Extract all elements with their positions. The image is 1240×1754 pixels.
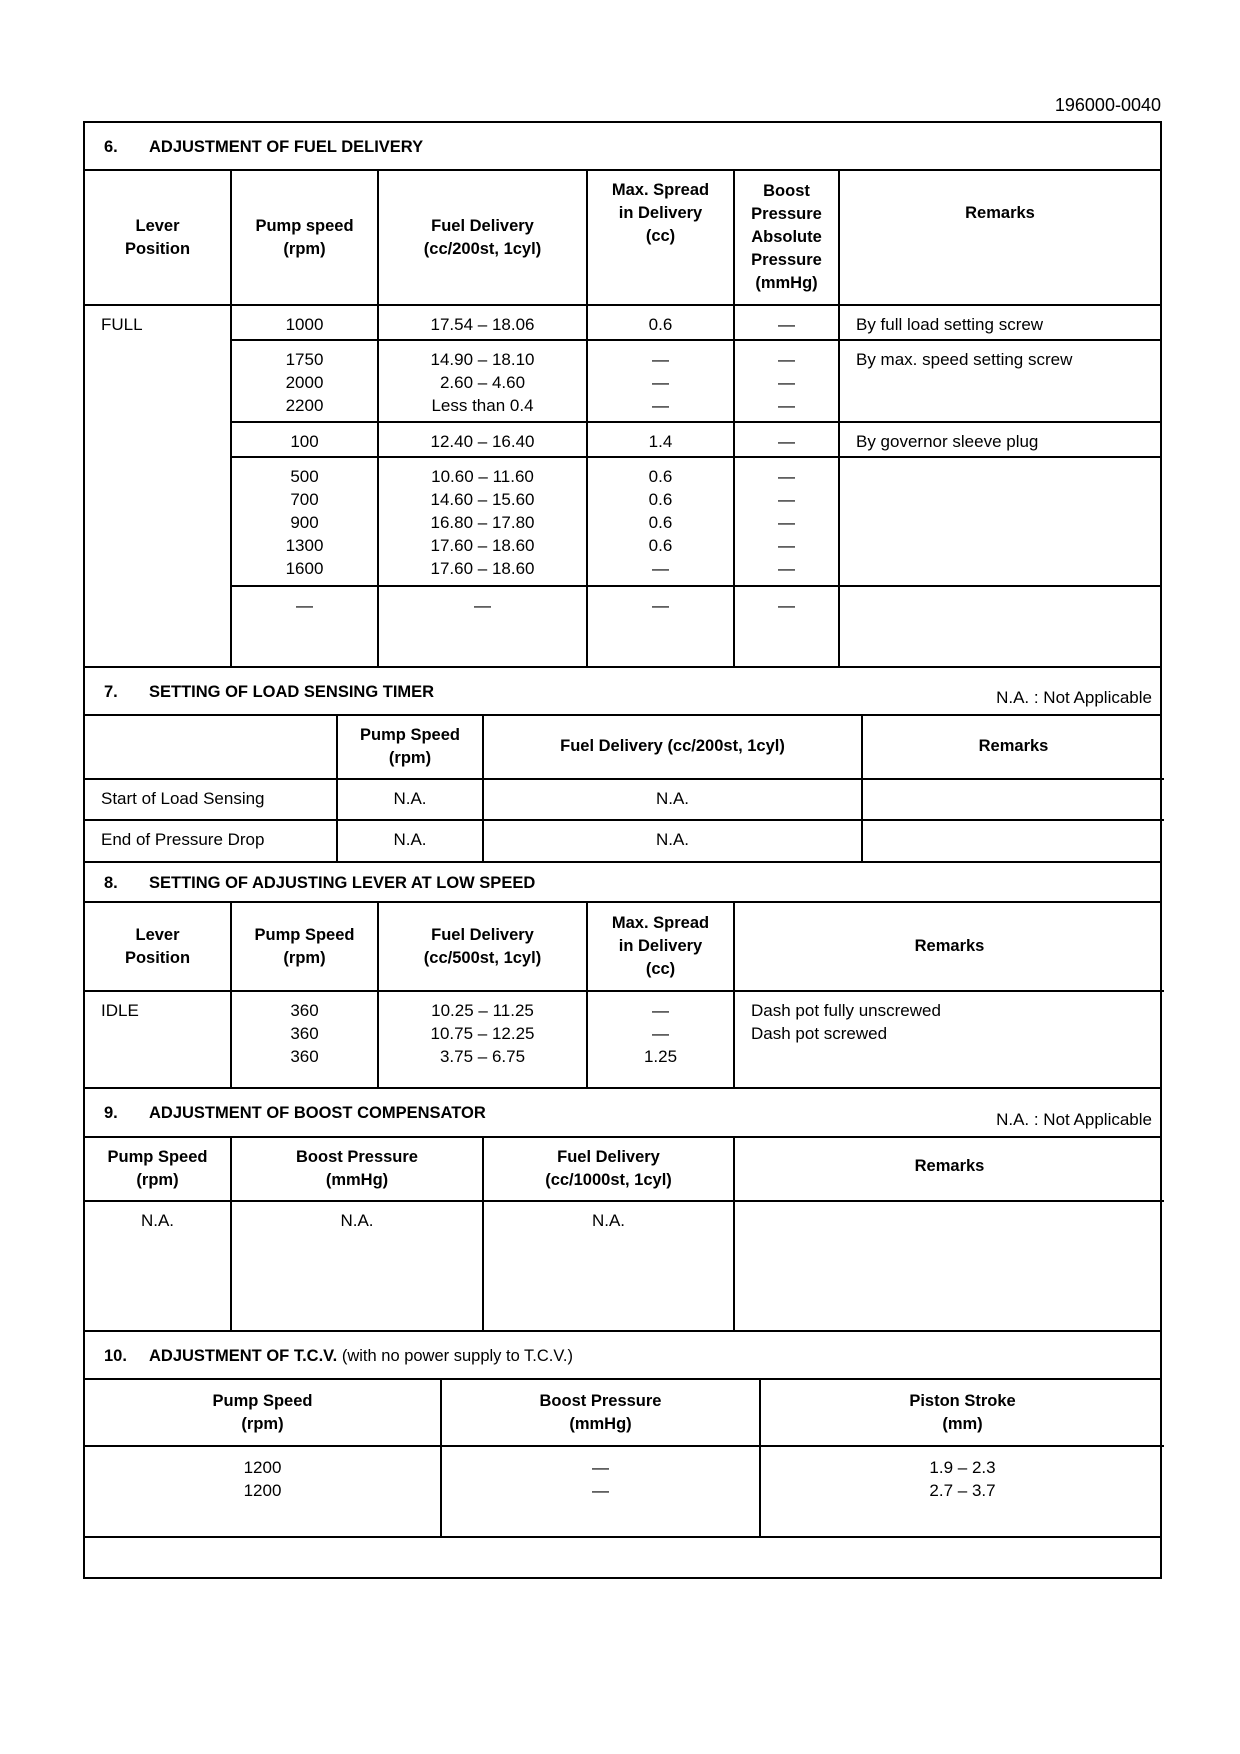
remarks-cell: By max. speed setting screw	[839, 340, 1160, 422]
remarks-cell: By full load setting screw	[839, 305, 1160, 340]
col-header-boost-pressure: Boost Pressure (mmHg)	[441, 1380, 760, 1446]
section-title-text: ADJUSTMENT OF T.C.V.	[149, 1347, 338, 1365]
table-header-row	[85, 1138, 1164, 1201]
pump-speed-cell: —	[231, 586, 378, 666]
fuel-delivery-table	[85, 171, 1160, 666]
table-row	[85, 1201, 1164, 1330]
col-header-remarks: Remarks	[862, 716, 1164, 779]
section-number: 8.	[104, 874, 118, 892]
fuel-delivery-cell: 14.90 – 18.10 2.60 – 4.60 Less than 0.4	[378, 340, 587, 422]
col-header-pump-speed: Pump Speed (rpm)	[107, 1148, 208, 1189]
section-note: (with no power supply to T.C.V.)	[341, 1347, 573, 1365]
row-label: Start of Load Sensing	[101, 789, 265, 808]
table-header-row	[85, 171, 1160, 305]
pump-speed-cell: N.A.	[337, 779, 483, 820]
not-applicable-note: N.A. : Not Applicable	[996, 688, 1152, 707]
section-title: SETTING OF ADJUSTING LEVER AT LOW SPEED	[149, 874, 536, 892]
pump-speed-cell: N.A.	[337, 820, 483, 861]
table-row	[85, 820, 1164, 861]
boost-pressure-cell: — —	[441, 1446, 760, 1536]
table-row	[85, 422, 1160, 457]
pump-speed-cell: 1750 2000 2200	[231, 340, 378, 422]
section-6-header	[85, 123, 1160, 171]
max-spread-cell: —	[587, 586, 734, 666]
max-spread-cell: — — 1.25	[587, 991, 734, 1087]
section-title: SETTING OF LOAD SENSING TIMER	[149, 683, 435, 701]
lever-position-cell: IDLE	[101, 1001, 139, 1020]
col-header-lever-position: Lever Position	[124, 925, 191, 967]
col-header-fuel-delivery: Fuel Delivery (cc/500st, 1cyl)	[378, 903, 587, 991]
lever-position-cell: FULL	[101, 315, 143, 334]
load-sensing-timer-table	[85, 716, 1164, 861]
fuel-delivery-cell: N.A.	[483, 820, 862, 861]
specification-sheet	[83, 121, 1162, 1579]
section-8-header	[85, 861, 1160, 903]
table-header-row	[85, 903, 1164, 991]
col-header-max-spread: Max. Spread in Delivery (cc)	[587, 903, 734, 991]
section-title: ADJUSTMENT OF FUEL DELIVERY	[149, 138, 424, 156]
remarks-cell	[839, 586, 1160, 666]
section-number: 9.	[104, 1104, 118, 1122]
remarks-cell	[839, 457, 1160, 586]
fuel-delivery-cell: —	[378, 586, 587, 666]
section-number: 10.	[104, 1347, 127, 1365]
section-number: 6.	[104, 138, 118, 156]
table-row	[85, 1446, 1164, 1536]
pump-speed-cell: 100	[231, 422, 378, 457]
max-spread-cell: 0.6	[587, 305, 734, 340]
fuel-delivery-cell: N.A.	[483, 1201, 734, 1330]
piston-stroke-cell: 1.9 – 2.3 2.7 – 3.7	[760, 1446, 1164, 1536]
col-header-fuel-delivery: Fuel Delivery (cc/200st, 1cyl)	[483, 716, 862, 779]
fuel-delivery-cell: 10.60 – 11.60 14.60 – 15.60 16.80 – 17.80 17.60 – 18.60 17.60 – 18.60	[378, 457, 587, 586]
fuel-delivery-cell: 12.40 – 16.40	[378, 422, 587, 457]
section-7-header	[85, 666, 1160, 716]
remarks-cell	[862, 820, 1164, 861]
not-applicable-note: N.A. : Not Applicable	[996, 1110, 1152, 1129]
col-header-pump-speed: Pump speed (rpm)	[231, 171, 378, 305]
section-title	[149, 1347, 573, 1366]
max-spread-cell: — — —	[587, 340, 734, 422]
boost-pressure-cell: —	[734, 586, 839, 666]
col-header-pump-speed: Pump Speed (rpm)	[231, 903, 378, 991]
table-row	[85, 340, 1160, 422]
max-spread-cell: 0.6 0.6 0.6 0.6 —	[587, 457, 734, 586]
table-row	[85, 586, 1160, 666]
col-header-fuel-delivery: Fuel Delivery (cc/1000st, 1cyl)	[483, 1138, 734, 1201]
remarks-cell: By governor sleeve plug	[839, 422, 1160, 457]
table-row	[85, 991, 1164, 1087]
col-header-pump-speed: Pump Speed (rpm)	[337, 716, 483, 779]
col-header-blank	[85, 716, 337, 779]
max-spread-cell: 1.4	[587, 422, 734, 457]
boost-pressure-cell: —	[734, 305, 839, 340]
remarks-cell	[734, 1201, 1164, 1330]
col-header-remarks: Remarks	[734, 903, 1164, 991]
col-header-lever-position: Lever Position	[124, 216, 191, 258]
boost-compensator-table	[85, 1138, 1164, 1330]
fuel-delivery-cell: 10.25 – 11.25 10.75 – 12.25 3.75 – 6.75	[378, 991, 587, 1087]
pump-speed-cell: N.A.	[140, 1211, 175, 1230]
col-header-boost-pressure: Boost Pressure (mmHg)	[231, 1138, 483, 1201]
col-header-fuel-delivery: Fuel Delivery (cc/200st, 1cyl)	[378, 171, 587, 305]
pump-speed-cell: 500 700 900 1300 1600	[231, 457, 378, 586]
pump-speed-cell: 1200 1200	[243, 1458, 282, 1500]
boost-pressure-cell: N.A.	[231, 1201, 483, 1330]
col-header-remarks: Remarks	[839, 171, 1160, 305]
col-header-pump-speed: Pump Speed (rpm)	[212, 1391, 313, 1433]
low-speed-lever-table	[85, 903, 1164, 1087]
boost-pressure-cell: — — — — —	[734, 457, 839, 586]
section-10-header	[85, 1330, 1160, 1380]
boost-pressure-cell: —	[734, 422, 839, 457]
table-header-row	[85, 716, 1164, 779]
remarks-cell	[862, 779, 1164, 820]
boost-pressure-cell: — — —	[734, 340, 839, 422]
row-label: End of Pressure Drop	[101, 830, 265, 849]
table-header-row	[85, 1380, 1164, 1446]
tcv-adjustment-table	[85, 1380, 1164, 1536]
blank-footer-row	[85, 1536, 1160, 1577]
col-header-max-spread: Max. Spread in Delivery (cc)	[587, 171, 734, 305]
table-row	[85, 457, 1160, 586]
fuel-delivery-cell: 17.54 – 18.06	[378, 305, 587, 340]
document-number: 196000-0040	[1054, 95, 1161, 115]
section-title: ADJUSTMENT OF BOOST COMPENSATOR	[149, 1104, 486, 1122]
col-header-boost-pressure: Boost Pressure Absolute Pressure (mmHg)	[734, 171, 839, 305]
section-9-header	[85, 1087, 1160, 1138]
remarks-cell: Dash pot fully unscrewed Dash pot screwed	[734, 991, 1164, 1087]
pump-speed-cell: 360 360 360	[231, 991, 378, 1087]
col-header-remarks: Remarks	[734, 1138, 1164, 1201]
table-row	[85, 779, 1164, 820]
pump-speed-cell: 1000	[231, 305, 378, 340]
table-row	[85, 305, 1160, 340]
section-number: 7.	[104, 683, 118, 701]
fuel-delivery-cell: N.A.	[483, 779, 862, 820]
col-header-piston-stroke: Piston Stroke (mm)	[760, 1380, 1164, 1446]
